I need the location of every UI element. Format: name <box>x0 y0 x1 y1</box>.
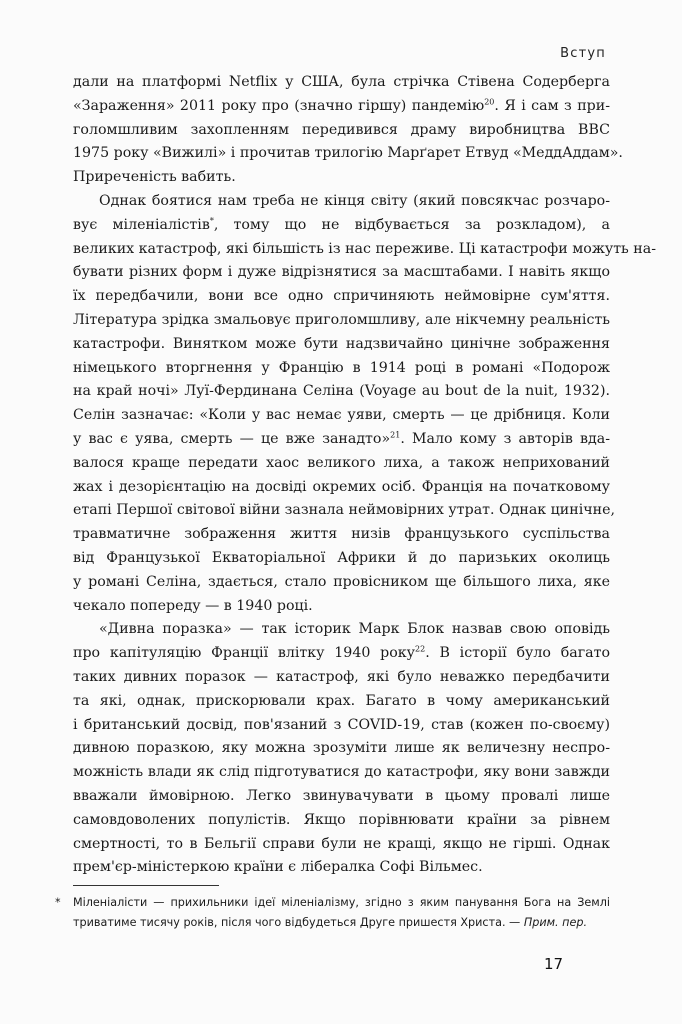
footnote-ref: 21 <box>390 430 401 440</box>
footnote-ref: 22 <box>415 644 426 654</box>
footnote-line: Міленіалісти — прихильники ідеї міленіалізму, згідно з яким панування Бога на Землі <box>73 896 610 909</box>
text-line: чекало попереду — в 1940 році. <box>73 597 313 614</box>
text-line: у вас є уява, смерть — це вже занадто»$^{21}$. Мало кому з авторів вда- <box>73 430 611 447</box>
text-line: їх передбачили, вони все одно спричиняють неймовірне сум'яття. <box>73 288 610 305</box>
text-line: таких дивних поразок — катастроф, які було неважко передбачити <box>73 668 610 685</box>
text-line: на край ночі» Луї-Фердинана Селіна (Voyage au bout de la nuit, 1932). <box>73 383 610 400</box>
footnote-mark: * <box>55 896 61 909</box>
text-line: «Дивна поразка» — так історик Марк Блок назвав свою оповідь <box>99 621 610 638</box>
footnote-ref: 20 <box>484 97 495 107</box>
text-line: про капітуляцію Франції влітку 1940 року$^{22}$. В історії було багато <box>73 644 611 662</box>
text-line: великих катастроф, які більшість із нас переживе. Ці катастрофи можуть на- <box>73 240 657 257</box>
text-line: і британський досвід, пов'язаний з COVID-19, став (кожен по-своєму) <box>73 716 610 733</box>
text-line: Література зрідка змальовує приголомшливу, але нікчемну реальність <box>73 311 610 328</box>
text-line: та які, однак, прискорювали крах. Багато в чому американський <box>73 692 610 709</box>
text-line: Селін зазначає: «Коли у вас немає уяви, смерть — це дрібниця. Коли <box>73 407 610 424</box>
body-text <box>73 71 657 880</box>
text-line: бувати різних форм і дуже відрізнятися за масштабами. І навіть якщо <box>73 264 610 281</box>
text-line: травматичне зображення життя низів французького суспільства <box>73 526 610 543</box>
text-line: дали на платформі Netflix у США, була стрічка Стівена Содерберга <box>73 74 610 90</box>
text-line: валося краще передати хаос великого лиха, а також неприхований <box>73 454 610 471</box>
text-line: у романі Селіна, здається, стало провісником ще більшого лиха, яке <box>73 573 610 590</box>
translator-note: Прим. пер. <box>523 916 588 929</box>
text-line: німецького вторгнення у Францію в 1914 році в романі «Подорож <box>73 359 610 376</box>
text-line: самовдоволених популістів. Якщо порівнювати країни за рівнем <box>73 811 610 828</box>
text-line: смертності, то в Бельгії справи були не кращі, якщо не гірші. Однак <box>73 835 610 852</box>
text-line: етапі Першої світової війни зазнала неймовірних утрат. Однак цинічне, <box>73 502 615 519</box>
text-line: катастрофи. Винятком може бути надзвичайно цинічне зображення <box>73 335 610 352</box>
text-line: Приреченість вабить. <box>73 169 236 186</box>
text-line: Однак боятися нам треба не кінця світу (який повсякчас розчаро- <box>99 192 610 209</box>
text-line: прем'єр-міністеркою країни є лібералка Софі Вільмес. <box>73 859 483 876</box>
running-head: Вступ <box>560 46 606 61</box>
footnote <box>55 893 610 933</box>
footnote-divider <box>73 885 219 886</box>
text-line: «Зараження» 2011 року про (значно гіршу) пандемію$^{20}$. Я і сам з при- <box>73 97 610 114</box>
page-number: 17 <box>544 955 564 973</box>
text-line: 1975 року «Вижилі» і прочитав трилогію Марґарет Етвуд «МеддАддам». <box>73 145 623 162</box>
text-line: від Французької Екваторіальної Африки й до паризьких околиць <box>73 549 610 566</box>
text-line: голомшливим захопленням передивився драму виробництва BBC <box>73 121 610 138</box>
text-line: можність влади як слід підготуватися до катастрофи, яку вони завжди <box>73 764 610 781</box>
text-line: вважали ймовірною. Легко звинувачувати в цьому провалі лише <box>73 787 610 804</box>
footnote-ref: * <box>209 216 214 226</box>
text-line: дивною поразкою, яку можна зрозуміти лише як величезну неспро- <box>73 740 610 757</box>
text-line: вує міленіалістів*, тому що не відбувається за розкладом), а <box>73 216 610 233</box>
footnote-line: триватиме тисячу років, після чого відбудеться Друге пришестя Христа. — Прим. пер. <box>73 916 588 929</box>
text-line: жах і дезорієнтацію на досвіді окремих осіб. Франція на початковому <box>73 478 610 495</box>
